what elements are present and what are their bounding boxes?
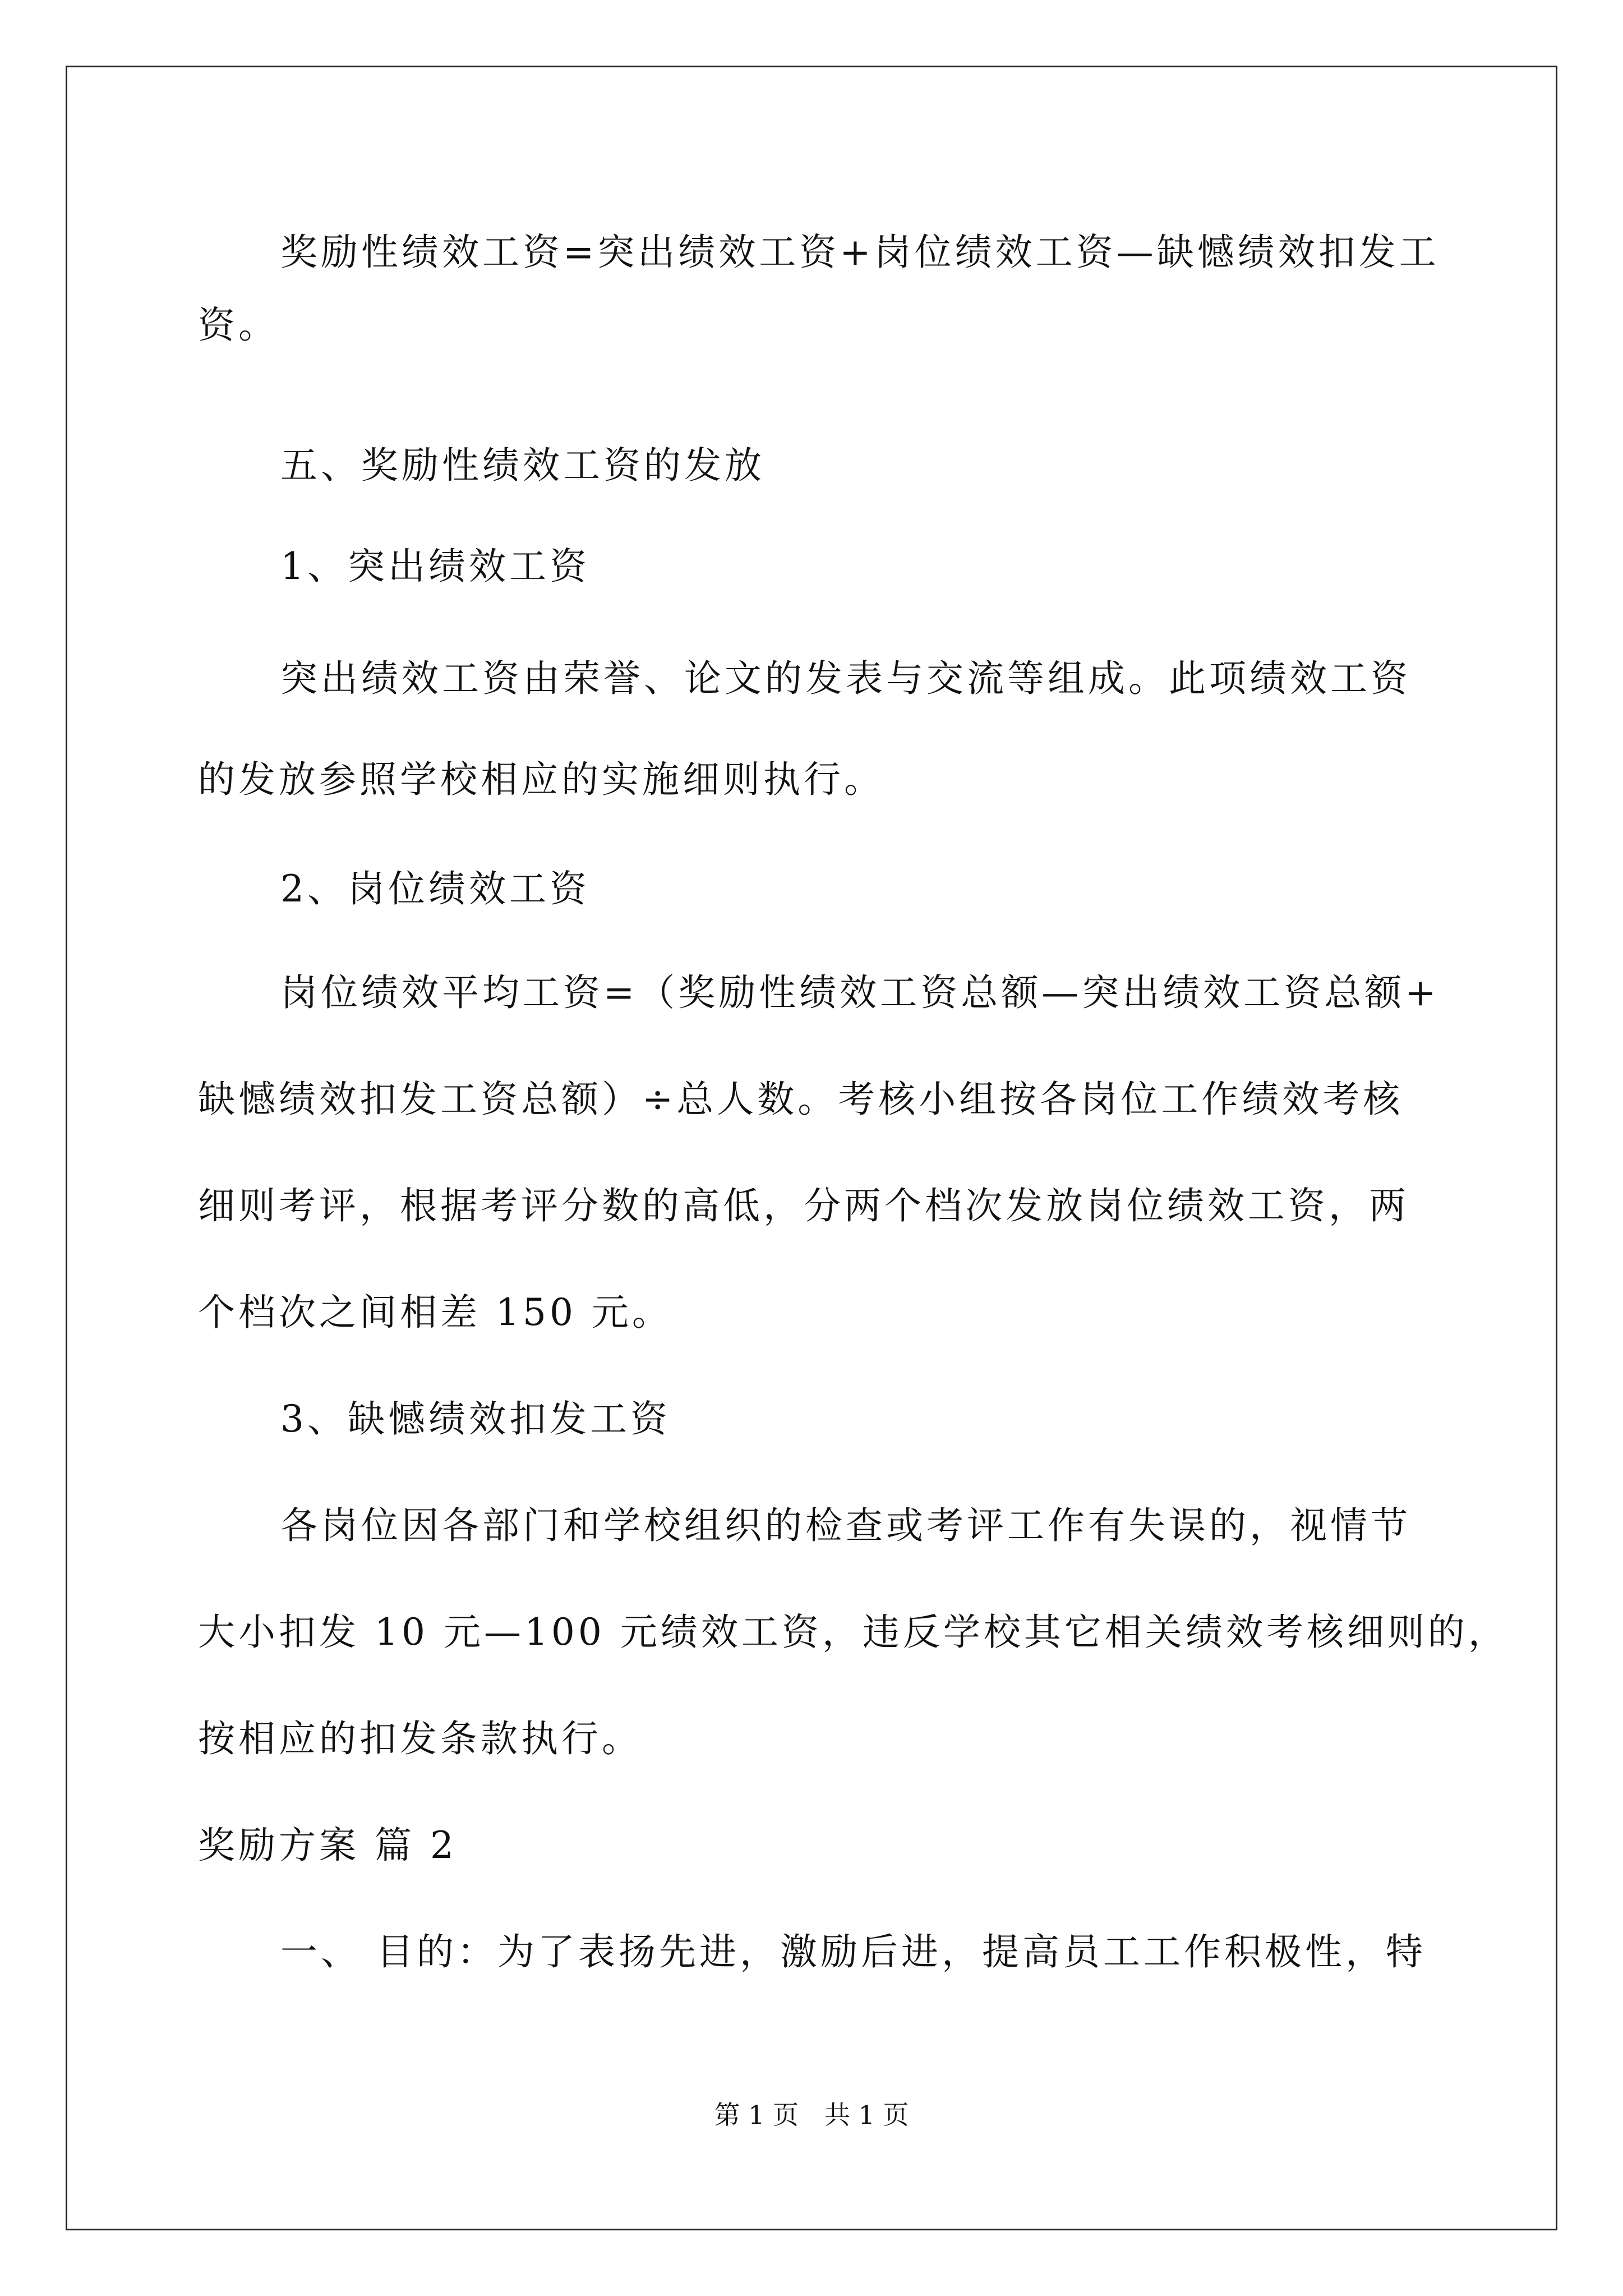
paragraph-line: 按相应的扣发条款执行。 [198, 1717, 642, 1760]
page-border [66, 66, 1557, 2230]
paragraph-line: 岗位绩效平均工资=（奖励性绩效工资总额—突出绩效工资总额+ [280, 971, 1440, 1014]
paragraph-line: 突出绩效工资由荣誉、论文的发表与交流等组成。此项绩效工资 [280, 657, 1411, 700]
paragraph-line: 奖励性绩效工资=突出绩效工资+岗位绩效工资—缺憾绩效扣发工 [280, 231, 1440, 274]
paragraph-line: 缺憾绩效扣发工资总额）÷总人数。考核小组按各岗位工作绩效考核 [198, 1078, 1404, 1121]
plan-title: 奖励方案 篇 2 [198, 1824, 457, 1867]
subsection-heading: 1、突出绩效工资 [280, 545, 590, 588]
page-footer: 第 1 页 共 1 页 [714, 2100, 909, 2130]
paragraph-line: 资。 [198, 303, 279, 347]
paragraph-line: 个档次之间相差 150 元。 [198, 1291, 672, 1334]
paragraph-line: 大小扣发 10 元—100 元绩效工资，违反学校其它相关绩效考核细则的， [198, 1611, 1509, 1654]
paragraph-line: 各岗位因各部门和学校组织的检查或考评工作有失误的，视情节 [280, 1504, 1411, 1547]
subsection-heading: 2、岗位绩效工资 [280, 867, 590, 910]
section-heading: 五、奖励性绩效工资的发放 [280, 444, 765, 487]
paragraph-line: 的发放参照学校相应的实施细则执行。 [198, 758, 884, 801]
paragraph-line: 细则考评，根据考评分数的高低，分两个档次发放岗位绩效工资，两 [198, 1184, 1409, 1227]
subsection-heading: 3、缺憾绩效扣发工资 [280, 1397, 671, 1441]
paragraph-line: 一、 目的：为了表扬先进，激励后进，提高员工工作积极性，特 [280, 1930, 1426, 1973]
